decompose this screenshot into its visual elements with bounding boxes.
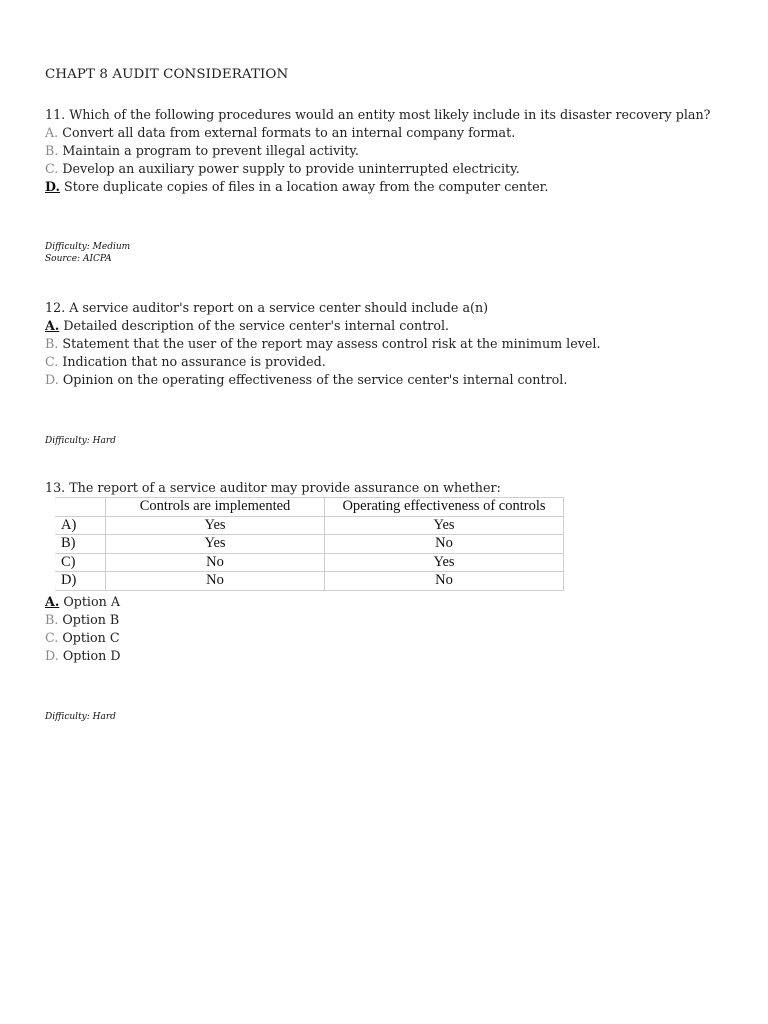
option-letter: B.: [45, 336, 59, 351]
option-letter-correct: D.: [45, 179, 60, 194]
answer-option-d-correct[interactable]: [45, 178, 710, 196]
question-stem: 11. Which of the following procedures would an entity most likely include in its disaster recovery plan?: [45, 107, 711, 122]
table-row: [55, 516, 564, 535]
option-letter-correct: A.: [45, 594, 60, 609]
answer-option-a-correct[interactable]: [45, 593, 121, 611]
table-cell: Yes: [325, 553, 564, 572]
answer-option-b[interactable]: [45, 335, 601, 353]
option-letter: B.: [45, 612, 59, 627]
table-cell: D): [55, 572, 106, 591]
question-stem: 13. The report of a service auditor may provide assurance on whether:: [45, 480, 501, 495]
table-header-cell: [55, 498, 106, 517]
answer-option-a[interactable]: [45, 124, 710, 142]
answer-option-b[interactable]: [45, 611, 121, 629]
option-letter: C.: [45, 354, 59, 369]
option-text: Opinion on the operating effectiveness of the service center's internal control.: [62, 372, 568, 387]
question-13: [45, 479, 501, 497]
option-text: Maintain a program to prevent illegal activity.: [62, 143, 359, 158]
option-letter: A.: [45, 125, 59, 140]
option-text: Option A: [63, 594, 120, 609]
table-cell: A): [55, 516, 106, 535]
table-cell: B): [55, 535, 106, 554]
table-header-row: [55, 498, 564, 517]
table-cell: No: [106, 553, 325, 572]
answer-option-b[interactable]: [45, 142, 710, 160]
table-cell: No: [106, 572, 325, 591]
question-13-options: [45, 593, 121, 665]
table-cell: No: [325, 572, 564, 591]
question-13-meta: [45, 711, 116, 723]
question-11-meta: [45, 241, 130, 265]
question-12: [45, 299, 601, 389]
table-cell: C): [55, 553, 106, 572]
option-letter: D.: [45, 372, 59, 387]
table-row: [55, 553, 564, 572]
option-letter: C.: [45, 161, 59, 176]
question-stem: 12. A service auditor's report on a service center should include a(n): [45, 300, 489, 315]
option-text: Detailed description of the service center's internal control.: [63, 318, 450, 333]
table-cell: Yes: [106, 516, 325, 535]
question-11: [45, 106, 710, 196]
answer-option-d[interactable]: [45, 371, 601, 389]
table-cell: Yes: [325, 516, 564, 535]
difficulty-label: Difficulty: Hard: [45, 436, 116, 446]
option-text: Develop an auxiliary power supply to provide uninterrupted electricity.: [62, 161, 520, 176]
option-text: Option B: [62, 612, 120, 627]
table-header-cell: Controls are implemented: [106, 498, 325, 517]
difficulty-label: Difficulty: Hard: [45, 712, 116, 722]
answer-option-d[interactable]: [45, 647, 121, 665]
option-text: Indication that no assurance is provided.: [62, 354, 326, 369]
table-row: [55, 535, 564, 554]
answer-table: [55, 497, 564, 591]
option-letter: B.: [45, 143, 59, 158]
source-label: Source: AICPA: [45, 254, 112, 264]
option-letter-correct: A.: [45, 318, 60, 333]
answer-option-c[interactable]: [45, 160, 710, 178]
option-text: Option D: [62, 648, 121, 663]
option-text: Convert all data from external formats to an internal company format.: [62, 125, 516, 140]
option-letter: C.: [45, 630, 59, 645]
table-header-cell: Operating effectiveness of controls: [325, 498, 564, 517]
table-cell: Yes: [106, 535, 325, 554]
option-text: Option C: [62, 630, 120, 645]
answer-option-c[interactable]: [45, 353, 601, 371]
option-letter: D.: [45, 648, 59, 663]
difficulty-label: Difficulty: Medium: [45, 242, 131, 252]
answer-option-c[interactable]: [45, 629, 121, 647]
page-title: CHAPT 8 AUDIT CONSIDERATION: [45, 67, 289, 82]
question-12-meta: [45, 435, 116, 447]
table-cell: No: [325, 535, 564, 554]
option-text: Statement that the user of the report may assess control risk at the minimum level.: [62, 336, 601, 351]
answer-option-a-correct[interactable]: [45, 317, 601, 335]
table-row: [55, 572, 564, 591]
option-text: Store duplicate copies of files in a location away from the computer center.: [64, 179, 549, 194]
